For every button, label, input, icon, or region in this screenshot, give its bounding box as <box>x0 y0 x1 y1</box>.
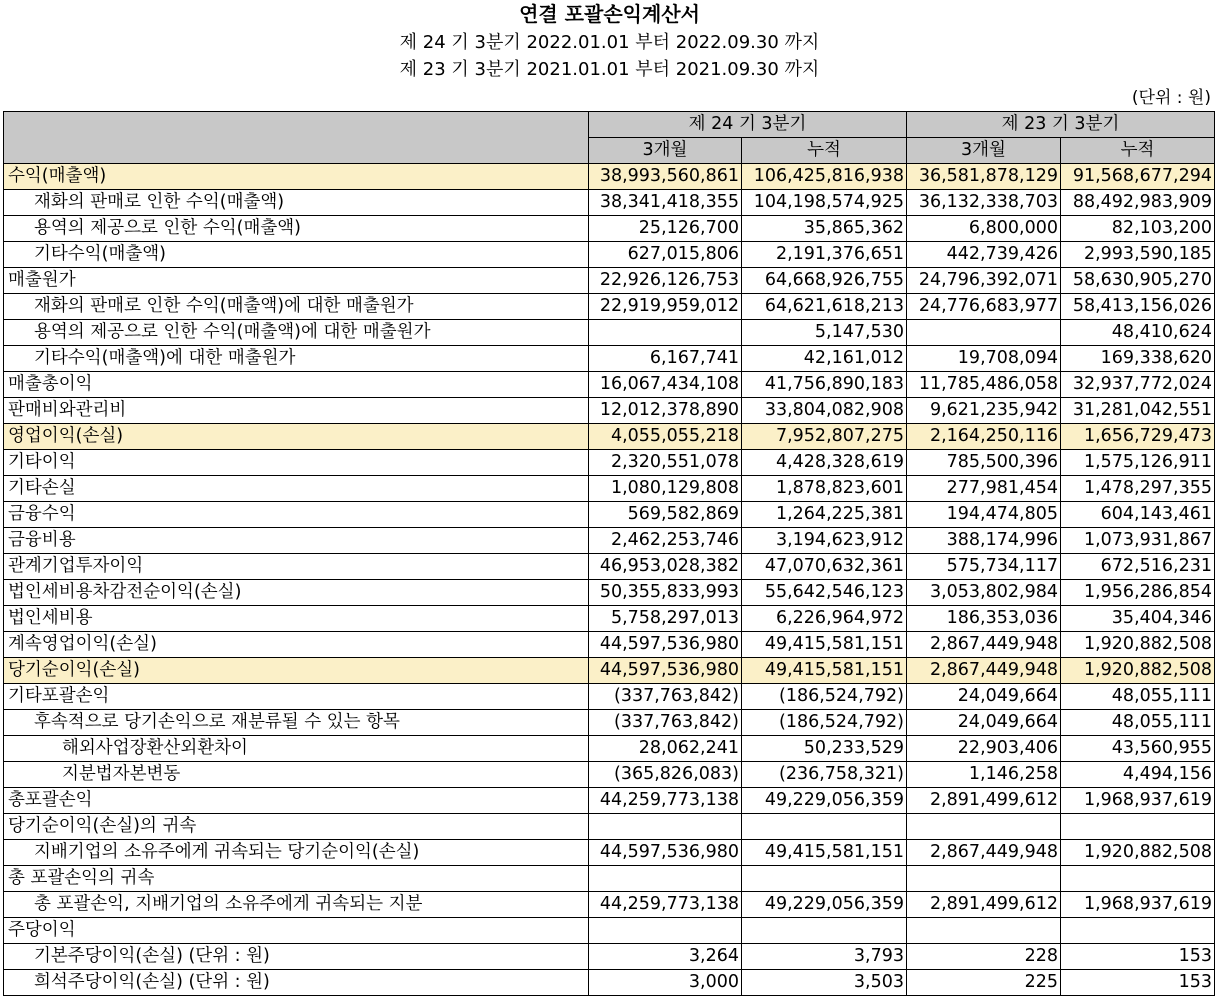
row-value: (337,763,842) <box>589 684 742 710</box>
row-label: 매출총이익 <box>4 372 589 398</box>
row-value <box>1061 918 1215 944</box>
row-value: 1,968,937,619 <box>1061 788 1215 814</box>
row-value: 44,597,536,980 <box>589 840 742 866</box>
row-label: 기타손실 <box>4 476 589 502</box>
table-row <box>4 762 1215 788</box>
row-value: 2,462,253,746 <box>589 528 742 554</box>
row-value: 6,800,000 <box>907 216 1061 242</box>
row-value: 1,920,882,508 <box>1061 658 1215 684</box>
row-label: 기타포괄손익 <box>4 684 589 710</box>
row-value: 5,147,530 <box>742 320 907 346</box>
row-value: 24,049,664 <box>907 684 1061 710</box>
row-value: 6,167,741 <box>589 346 742 372</box>
row-label: 금융비용 <box>4 528 589 554</box>
row-label: 기타수익(매출액)에 대한 매출원가 <box>4 346 589 372</box>
row-value: 49,229,056,359 <box>742 788 907 814</box>
row-value: 1,878,823,601 <box>742 476 907 502</box>
row-value <box>907 320 1061 346</box>
row-label: 재화의 판매로 인한 수익(매출액) <box>4 190 589 216</box>
row-value: 3,503 <box>742 970 907 996</box>
row-value: 48,410,624 <box>1061 320 1215 346</box>
table-row <box>4 320 1215 346</box>
row-value: 41,756,890,183 <box>742 372 907 398</box>
row-value: 1,080,129,808 <box>589 476 742 502</box>
row-value: 2,320,551,078 <box>589 450 742 476</box>
table-row <box>4 528 1215 554</box>
row-label: 주당이익 <box>4 918 589 944</box>
row-label: 총 포괄손익의 귀속 <box>4 866 589 892</box>
row-value: 44,259,773,138 <box>589 788 742 814</box>
row-value: 50,355,833,993 <box>589 580 742 606</box>
row-value: 64,621,618,213 <box>742 294 907 320</box>
table-row <box>4 632 1215 658</box>
row-value: 42,161,012 <box>742 346 907 372</box>
table-row <box>4 918 1215 944</box>
row-value: 64,668,926,755 <box>742 268 907 294</box>
row-value: 7,952,807,275 <box>742 424 907 450</box>
row-value: 28,062,241 <box>589 736 742 762</box>
table-row <box>4 658 1215 684</box>
row-value: 48,055,111 <box>1061 684 1215 710</box>
row-label: 수익(매출액) <box>4 164 589 190</box>
period-current: 제 24 기 3분기 2022.01.01 부터 2022.09.30 까지 <box>399 32 820 53</box>
table-row <box>4 554 1215 580</box>
row-value: 22,919,959,012 <box>589 294 742 320</box>
row-value: (186,524,792) <box>742 710 907 736</box>
table-row <box>4 242 1215 268</box>
row-value: 9,621,235,942 <box>907 398 1061 424</box>
row-label: 당기순이익(손실)의 귀속 <box>4 814 589 840</box>
row-value: 88,492,983,909 <box>1061 190 1215 216</box>
row-value: 604,143,461 <box>1061 502 1215 528</box>
row-value: 575,734,117 <box>907 554 1061 580</box>
row-value: 3,264 <box>589 944 742 970</box>
row-value <box>589 320 742 346</box>
row-label: 계속영업이익(손실) <box>4 632 589 658</box>
row-value: 104,198,574,925 <box>742 190 907 216</box>
row-value: 44,597,536,980 <box>589 658 742 684</box>
row-value: 22,903,406 <box>907 736 1061 762</box>
table-row <box>4 164 1215 190</box>
unit-label: (단위 : 원) <box>1131 88 1211 108</box>
row-value: 2,867,449,948 <box>907 840 1061 866</box>
row-value: 153 <box>1061 970 1215 996</box>
row-label: 매출원가 <box>4 268 589 294</box>
table-row <box>4 502 1215 528</box>
table-row <box>4 216 1215 242</box>
row-label: 용역의 제공으로 인한 수익(매출액)에 대한 매출원가 <box>4 320 589 346</box>
row-value: 50,233,529 <box>742 736 907 762</box>
row-value <box>907 866 1061 892</box>
row-value: 24,796,392,071 <box>907 268 1061 294</box>
row-value: 6,226,964,972 <box>742 606 907 632</box>
row-label: 법인세비용차감전순이익(손실) <box>4 580 589 606</box>
row-label: 용역의 제공으로 인한 수익(매출액) <box>4 216 589 242</box>
row-label: 당기순이익(손실) <box>4 658 589 684</box>
row-value: 442,739,426 <box>907 242 1061 268</box>
row-value: 1,478,297,355 <box>1061 476 1215 502</box>
row-value: 48,055,111 <box>1061 710 1215 736</box>
row-value: 1,968,937,619 <box>1061 892 1215 918</box>
table-row <box>4 736 1215 762</box>
row-value: 36,132,338,703 <box>907 190 1061 216</box>
table-row <box>4 866 1215 892</box>
row-value: 106,425,816,938 <box>742 164 907 190</box>
table-row <box>4 424 1215 450</box>
row-value: 49,229,056,359 <box>742 892 907 918</box>
row-value: (337,763,842) <box>589 710 742 736</box>
table-row <box>4 450 1215 476</box>
header-current-3m: 3개월 <box>589 138 742 164</box>
row-value: 3,000 <box>589 970 742 996</box>
table-row <box>4 970 1215 996</box>
row-label: 해외사업장환산외환차이 <box>4 736 589 762</box>
row-value: 49,415,581,151 <box>742 658 907 684</box>
table-row <box>4 710 1215 736</box>
header-prior-3m: 3개월 <box>907 138 1061 164</box>
row-value: 1,264,225,381 <box>742 502 907 528</box>
row-value: 44,259,773,138 <box>589 892 742 918</box>
period-prior: 제 23 기 3분기 2021.01.01 부터 2021.09.30 까지 <box>399 59 820 80</box>
table-row <box>4 268 1215 294</box>
row-value: (236,758,321) <box>742 762 907 788</box>
row-value: 1,956,286,854 <box>1061 580 1215 606</box>
row-value: 2,891,499,612 <box>907 892 1061 918</box>
row-value <box>1061 866 1215 892</box>
row-value: 3,194,623,912 <box>742 528 907 554</box>
row-value <box>907 918 1061 944</box>
row-value <box>589 814 742 840</box>
row-value: 785,500,396 <box>907 450 1061 476</box>
row-value: 225 <box>907 970 1061 996</box>
statement-title: 연결 포괄손익계산서 <box>519 2 700 26</box>
table-row <box>4 190 1215 216</box>
row-value: 47,070,632,361 <box>742 554 907 580</box>
row-value: 2,164,250,116 <box>907 424 1061 450</box>
row-value: 4,494,156 <box>1061 762 1215 788</box>
table-row <box>4 840 1215 866</box>
row-value: 2,867,449,948 <box>907 632 1061 658</box>
row-label: 법인세비용 <box>4 606 589 632</box>
table-row <box>4 944 1215 970</box>
row-value: 1,656,729,473 <box>1061 424 1215 450</box>
row-value: 1,073,931,867 <box>1061 528 1215 554</box>
row-value: 25,126,700 <box>589 216 742 242</box>
row-value: 4,428,328,619 <box>742 450 907 476</box>
table-row <box>4 398 1215 424</box>
row-value: 569,582,869 <box>589 502 742 528</box>
row-label: 총 포괄손익, 지배기업의 소유주에게 귀속되는 지분 <box>4 892 589 918</box>
row-value: 35,865,362 <box>742 216 907 242</box>
row-label: 판매비와관리비 <box>4 398 589 424</box>
row-value: 46,953,028,382 <box>589 554 742 580</box>
row-value: (186,524,792) <box>742 684 907 710</box>
header-prior-cumulative: 누적 <box>1061 138 1215 164</box>
row-value: 36,581,878,129 <box>907 164 1061 190</box>
row-value: 35,404,346 <box>1061 606 1215 632</box>
row-value: 43,560,955 <box>1061 736 1215 762</box>
row-value: 38,993,560,861 <box>589 164 742 190</box>
row-value <box>589 918 742 944</box>
table-row <box>4 892 1215 918</box>
row-value: 2,867,449,948 <box>907 658 1061 684</box>
row-value: 2,191,376,651 <box>742 242 907 268</box>
row-value: 32,937,772,024 <box>1061 372 1215 398</box>
row-value: 186,353,036 <box>907 606 1061 632</box>
row-label: 총포괄손익 <box>4 788 589 814</box>
row-value <box>589 866 742 892</box>
row-value <box>742 814 907 840</box>
row-value <box>907 814 1061 840</box>
row-value: 1,920,882,508 <box>1061 840 1215 866</box>
row-value <box>742 918 907 944</box>
table-row <box>4 580 1215 606</box>
row-label: 기본주당이익(손실) (단위 : 원) <box>4 944 589 970</box>
row-value: 4,055,055,218 <box>589 424 742 450</box>
row-value: 55,642,546,123 <box>742 580 907 606</box>
row-label: 관계기업투자이익 <box>4 554 589 580</box>
income-statement-table <box>3 111 1215 996</box>
row-value: 3,793 <box>742 944 907 970</box>
row-label: 영업이익(손실) <box>4 424 589 450</box>
row-value: (365,826,083) <box>589 762 742 788</box>
row-value: 16,067,434,108 <box>589 372 742 398</box>
row-value: 2,891,499,612 <box>907 788 1061 814</box>
row-value: 49,415,581,151 <box>742 632 907 658</box>
row-label: 금융수익 <box>4 502 589 528</box>
row-value: 19,708,094 <box>907 346 1061 372</box>
row-value: 1,575,126,911 <box>1061 450 1215 476</box>
row-value: 194,474,805 <box>907 502 1061 528</box>
row-label: 재화의 판매로 인한 수익(매출액)에 대한 매출원가 <box>4 294 589 320</box>
header-current-cumulative: 누적 <box>742 138 907 164</box>
row-value: 91,568,677,294 <box>1061 164 1215 190</box>
row-value: 24,049,664 <box>907 710 1061 736</box>
row-value: 153 <box>1061 944 1215 970</box>
row-label: 기타이익 <box>4 450 589 476</box>
table-body <box>4 164 1215 996</box>
row-value: 277,981,454 <box>907 476 1061 502</box>
table-row <box>4 814 1215 840</box>
row-value: 58,630,905,270 <box>1061 268 1215 294</box>
row-value: 58,413,156,026 <box>1061 294 1215 320</box>
row-label: 후속적으로 당기손익으로 재분류될 수 있는 항목 <box>4 710 589 736</box>
table-row <box>4 606 1215 632</box>
table-row <box>4 476 1215 502</box>
row-value: 228 <box>907 944 1061 970</box>
row-value: 388,174,996 <box>907 528 1061 554</box>
header-prior-period: 제 23 기 3분기 <box>907 112 1215 138</box>
row-value: 44,597,536,980 <box>589 632 742 658</box>
row-value: 38,341,418,355 <box>589 190 742 216</box>
row-label: 기타수익(매출액) <box>4 242 589 268</box>
row-value: 49,415,581,151 <box>742 840 907 866</box>
row-value <box>742 866 907 892</box>
row-value: 672,516,231 <box>1061 554 1215 580</box>
row-value: 12,012,378,890 <box>589 398 742 424</box>
table-row <box>4 788 1215 814</box>
row-value: 82,103,200 <box>1061 216 1215 242</box>
row-value: 11,785,486,058 <box>907 372 1061 398</box>
table-row <box>4 294 1215 320</box>
row-value: 5,758,297,013 <box>589 606 742 632</box>
header-row-period <box>4 112 1215 138</box>
row-value <box>1061 814 1215 840</box>
header-corner <box>4 112 589 164</box>
table-row <box>4 684 1215 710</box>
row-value: 2,993,590,185 <box>1061 242 1215 268</box>
row-value: 169,338,620 <box>1061 346 1215 372</box>
row-value: 1,146,258 <box>907 762 1061 788</box>
row-label: 지배기업의 소유주에게 귀속되는 당기순이익(손실) <box>4 840 589 866</box>
row-value: 22,926,126,753 <box>589 268 742 294</box>
row-value: 3,053,802,984 <box>907 580 1061 606</box>
row-value: 1,920,882,508 <box>1061 632 1215 658</box>
row-value: 24,776,683,977 <box>907 294 1061 320</box>
table-row <box>4 346 1215 372</box>
table-row <box>4 372 1215 398</box>
row-value: 33,804,082,908 <box>742 398 907 424</box>
header-current-period: 제 24 기 3분기 <box>589 112 907 138</box>
row-value: 31,281,042,551 <box>1061 398 1215 424</box>
row-value: 627,015,806 <box>589 242 742 268</box>
row-label: 희석주당이익(손실) (단위 : 원) <box>4 970 589 996</box>
row-label: 지분법자본변동 <box>4 762 589 788</box>
